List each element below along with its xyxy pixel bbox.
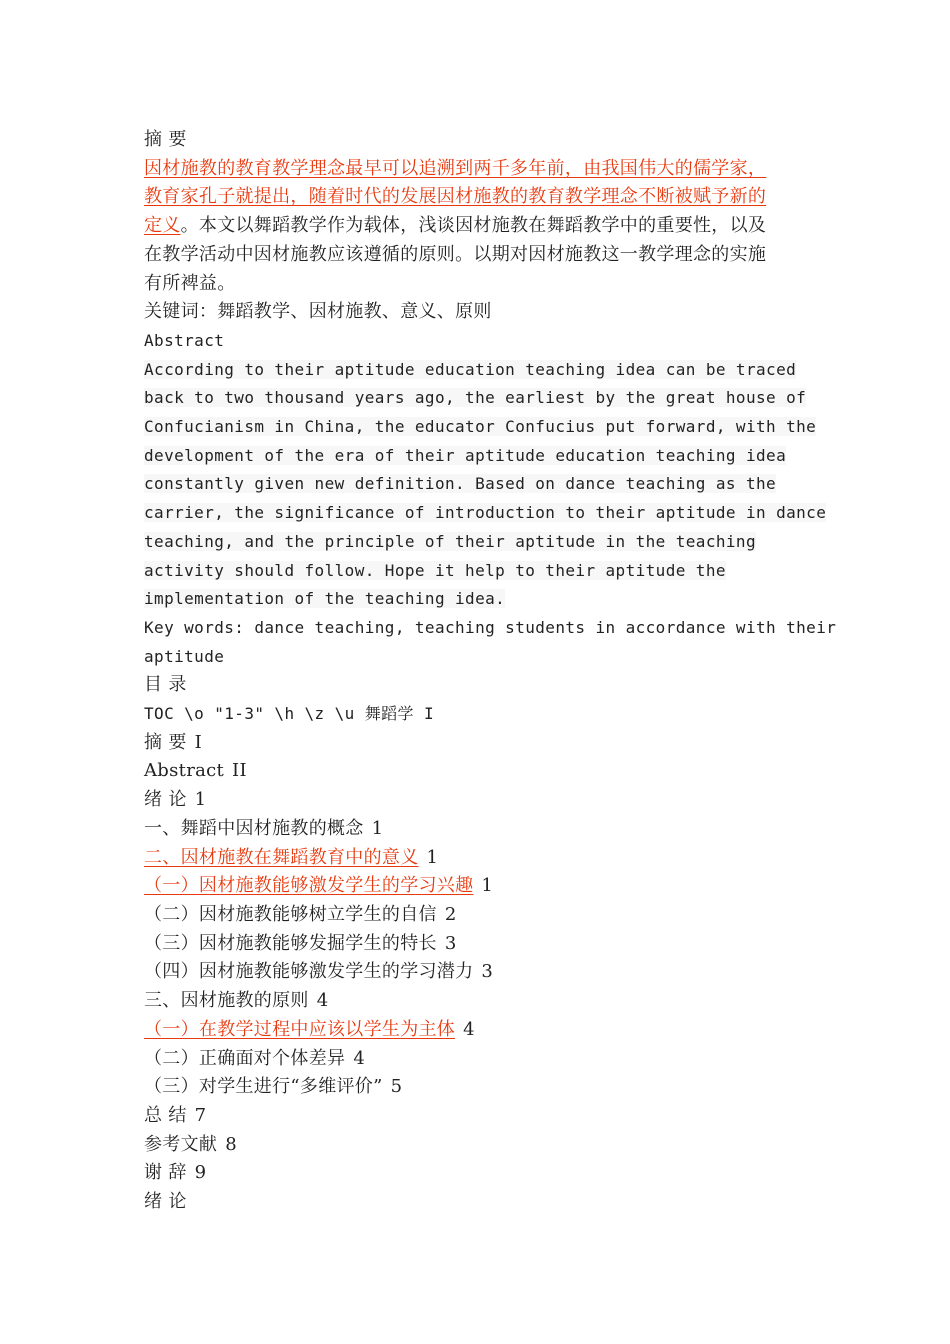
toc-entry-title[interactable]: 总 结: [144, 1104, 187, 1126]
toc-entry[interactable]: [144, 872, 824, 901]
abstract-en-line: development of the era of their aptitude education teaching idea: [144, 445, 787, 465]
toc-list: [144, 729, 824, 1188]
toc-entry-title[interactable]: （三）因材施教能够发掘学生的特长: [144, 932, 437, 954]
toc-entry[interactable]: [144, 815, 824, 844]
abstract-line-4: 在教学活动中因材施教应该遵循的原则。以期对因材施教这一教学理念的实施: [144, 243, 767, 265]
abstract-en-line: carrier, the significance of introduction to their aptitude in dance: [144, 503, 827, 523]
toc-entry-title[interactable]: 二、因材施教在舞蹈教育中的意义: [144, 846, 419, 868]
toc-entry[interactable]: [144, 958, 824, 987]
toc-entry[interactable]: [144, 987, 824, 1016]
toc-entry-title[interactable]: Abstract: [144, 760, 225, 782]
toc-entry-page: 1: [426, 846, 439, 868]
toc-entry[interactable]: [144, 1102, 824, 1131]
toc-entry[interactable]: [144, 757, 824, 786]
toc-entry-page: 3: [481, 961, 494, 983]
abstract-highlight-link[interactable]: 定义: [144, 215, 181, 237]
toc-entry[interactable]: [144, 1159, 824, 1188]
abstract-en-line: back to two thousand years ago, the earliest by the great house of: [144, 388, 807, 408]
toc-entry-title[interactable]: 摘 要: [144, 731, 187, 753]
toc-entry-title[interactable]: （二）因材施教能够树立学生的自信: [144, 903, 437, 925]
toc-entry-title[interactable]: 谢 辞: [144, 1162, 187, 1184]
toc-entry-page: 5: [390, 1076, 403, 1098]
toc-entry[interactable]: [144, 1016, 824, 1045]
intro-heading: 绪 论: [144, 1191, 187, 1213]
toc-entry-page: II: [232, 760, 247, 782]
toc-entry-title[interactable]: （四）因材施教能够激发学生的学习潜力: [144, 961, 474, 983]
abstract-en-line: Confucianism in China, the educator Confucius put forward, with the: [144, 417, 817, 437]
abstract-line-5: 有所裨益。: [144, 272, 236, 294]
keywords-en-line: aptitude: [144, 646, 225, 666]
abstract-text: 。本文以舞蹈教学作为载体，浅谈因材施教在舞蹈教学中的重要性，以及: [180, 215, 767, 237]
toc-entry[interactable]: [144, 729, 824, 758]
toc-entry-page: 4: [353, 1047, 366, 1069]
toc-entry-page: 4: [316, 990, 329, 1012]
toc-entry-title[interactable]: （二）正确面对个体差异: [144, 1047, 346, 1069]
keywords-cn: 关键词：舞蹈教学、因材施教、意义、原则: [144, 301, 492, 323]
toc-entry-page: 1: [194, 789, 207, 811]
document-page: [144, 126, 837, 1217]
toc-entry[interactable]: [144, 844, 824, 873]
toc-entry-page: 3: [444, 932, 457, 954]
keywords-en-line: Key words: dance teaching, teaching students in accordance with their: [144, 617, 837, 637]
toc-entry-page: 1: [371, 817, 384, 839]
toc-entry[interactable]: [144, 786, 824, 815]
toc-entry-title[interactable]: （一）因材施教能够激发学生的学习兴趣: [144, 875, 474, 897]
toc-field-code: TOC \o "1-3" \h \z \u 舞蹈学 I: [144, 704, 434, 724]
toc-entry-page: 8: [225, 1133, 237, 1155]
abstract-en-line: activity should follow. Hope it help to their aptitude the: [144, 560, 726, 580]
toc-entry-title[interactable]: 一、舞蹈中因材施教的概念: [144, 817, 364, 839]
abstract-en-heading: Abstract: [144, 330, 225, 350]
toc-entry-title[interactable]: （三）对学生进行“多维评价”: [144, 1076, 383, 1098]
toc-heading: 目 录: [144, 674, 187, 696]
abstract-line-1: [144, 155, 824, 184]
toc-entry-page: 7: [194, 1104, 207, 1126]
abstract-en-line: According to their aptitude education teaching idea can be traced: [144, 359, 797, 379]
abstract-en-line: implementation of the teaching idea.: [144, 589, 506, 609]
toc-entry[interactable]: [144, 1073, 824, 1102]
toc-entry-page: 4: [463, 1018, 475, 1040]
toc-entry-page: 1: [481, 875, 494, 897]
toc-entry[interactable]: [144, 930, 824, 959]
abstract-highlight-link[interactable]: 因材施教的教育教学理念最早可以追溯到两千多年前，由我国伟大的儒学家，: [144, 157, 767, 179]
abstract-heading: 摘 要: [144, 129, 187, 150]
toc-entry[interactable]: [144, 1045, 824, 1074]
abstract-en-line: constantly given new definition. Based on dance teaching as the: [144, 474, 777, 494]
toc-entry-page: I: [194, 731, 203, 753]
toc-entry[interactable]: [144, 901, 824, 930]
abstract-line-3: [144, 212, 824, 241]
toc-entry-title[interactable]: （一）在教学过程中应该以学生为主体: [144, 1018, 456, 1040]
toc-entry-title[interactable]: 三、因材施教的原则: [144, 990, 309, 1012]
toc-entry[interactable]: [144, 1131, 824, 1160]
abstract-en-line: teaching, and the principle of their aptitude in the teaching: [144, 531, 757, 551]
abstract-line-2: [144, 183, 824, 212]
toc-entry-title[interactable]: 参考文献: [144, 1133, 218, 1155]
toc-entry-title[interactable]: 绪 论: [144, 789, 187, 811]
abstract-highlight-link[interactable]: 教育家孔子就提出，随着时代的发展因材施教的教育教学理念不断被赋予新的: [144, 186, 767, 208]
toc-entry-page: 2: [444, 903, 457, 925]
toc-entry-page: 9: [194, 1162, 207, 1184]
